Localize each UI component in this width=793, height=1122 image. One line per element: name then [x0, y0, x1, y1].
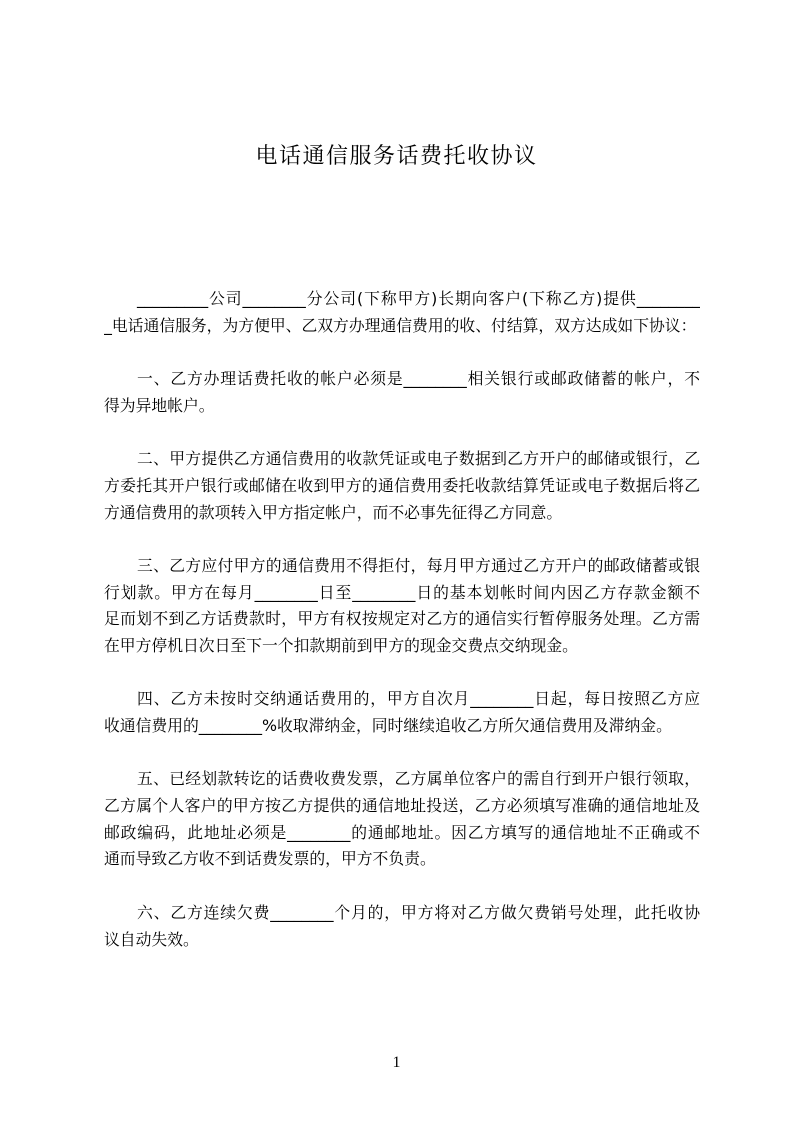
clause-5	[104, 766, 700, 873]
paragraph-line: 四、乙方未按时交纳通话费用的，甲方自次月________日起，每日按照乙方应	[137, 689, 700, 709]
clause-3	[104, 553, 700, 660]
paragraph-line: 通而导致乙方收不到话费发票的，甲方不负责。	[104, 849, 436, 869]
paragraph-line: _________公司________分公司(下称甲方)长期向客户(下称乙方)提供________	[137, 289, 700, 308]
paragraph-line: 方委托其开户银行或邮储在收到甲方的通信费用委托收款结算凭证或电子数据后将乙	[104, 475, 700, 495]
paragraph-line: _电话通信服务，为方便甲、乙双方办理通信费用的收、付结算，双方达成如下协议：	[104, 315, 697, 335]
paragraph-line: 得为异地帐户。	[104, 395, 215, 415]
paragraph-line: 六、乙方连续欠费________个月的，甲方将对乙方做欠费销号处理，此托收协	[137, 902, 700, 922]
document-body	[104, 286, 700, 980]
clause-4	[104, 686, 700, 739]
clause-6	[104, 900, 700, 953]
clause-2	[104, 446, 700, 526]
paragraph-line: 在甲方停机日次日至下一个扣款期前到甲方的现金交费点交纳现金。	[104, 635, 578, 655]
page-number: 1	[392, 1054, 401, 1071]
paragraph-line: 足而划不到乙方话费款时，甲方有权按规定对乙方的通信实行暂停服务处理。乙方需	[104, 609, 700, 629]
paragraph-line: 邮政编码，此地址必须是________的通邮地址。因乙方填写的通信地址不正确或不	[104, 822, 700, 842]
paragraph-line: 收通信费用的________%收取滞纳金，同时继续追收乙方所欠通信费用及滞纳金。	[104, 716, 672, 735]
paragraph-line: 五、已经划款转讫的话费收费发票，乙方属单位客户的需自行到开户银行领取，	[137, 769, 700, 789]
document-title: 电话通信服务话费托收协议	[255, 144, 538, 169]
paragraph-line: 行划款。甲方在每月________日至________日的基本划帐时间内因乙方存款金额不	[104, 582, 700, 602]
clause-1	[104, 366, 700, 419]
paragraph-line: 议自动失效。	[104, 929, 199, 949]
paragraph-line: 方通信费用的款项转入甲方指定帐户，而不必事先征得乙方同意。	[104, 502, 563, 522]
paragraph-line: 二、甲方提供乙方通信费用的收款凭证或电子数据到乙方开户的邮储或银行，乙	[137, 449, 700, 469]
paragraph-line: 三、乙方应付甲方的通信费用不得拒付，每月甲方通过乙方开户的邮政储蓄或银	[137, 555, 700, 575]
paragraph-line: 一、乙方办理话费托收的帐户必须是________相关银行或邮政储蓄的帐户，不	[137, 369, 700, 389]
paragraph-line: 乙方属个人客户的甲方按乙方提供的通信地址投送，乙方必须填写准确的通信地址及	[104, 796, 700, 816]
intro-paragraph	[104, 286, 700, 339]
